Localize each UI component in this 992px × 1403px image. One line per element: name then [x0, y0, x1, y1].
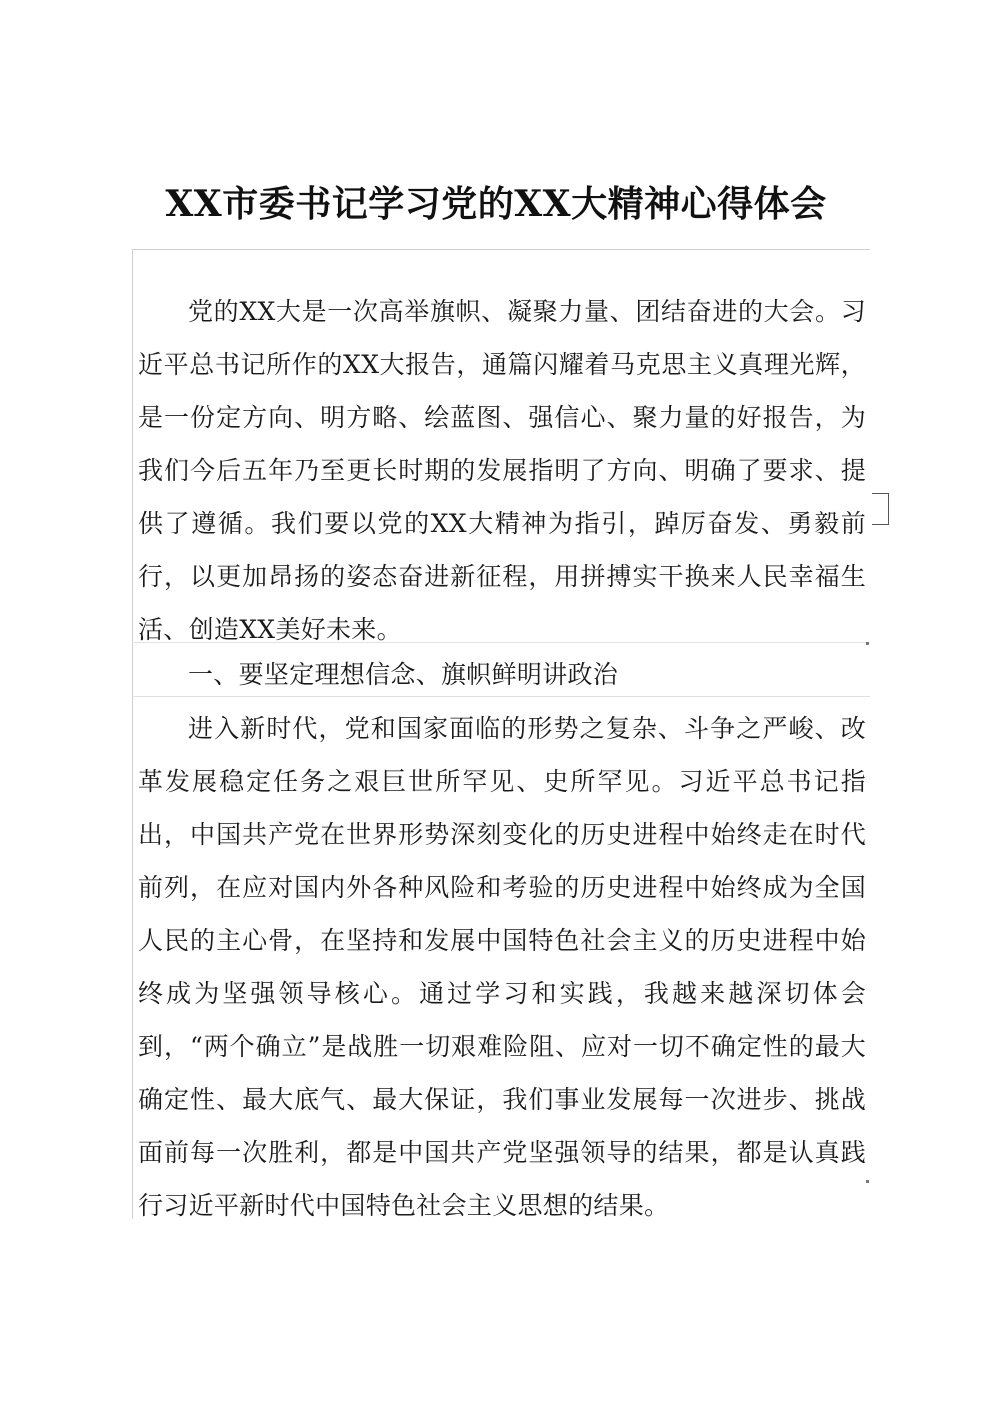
table-frame-left-border	[132, 249, 133, 1219]
section-body-paragraph: 进入新时代，党和国家面临的形势之复杂、斗争之严峻、改革发展稳定任务之艰巨世所罕见、史所罕见。习近平总书记指出，中国共产党在世界形势深刻变化的历史进程中始终走在时代前列，在应对国内外各种风险和考验的历史进程中始终成为全国人民的主心骨，在坚持和发展中国特色社会主义的历史进程中始终成为坚强领导核心。通过学习和实践，我越来越深切体会到，“两个确立”是战胜一切艰难险阻、应对一切不确定性的最大确定性、最大底气、最大保证，我们事业发展每一次进步、挑战面前每一次胜利，都是中国共产党坚强领导的结果，都是认真践行习近平新时代中国特色社会主义思想的结果。	[138, 714, 866, 1220]
document-title: XX市委书记学习党的XX大精神心得体会	[165, 183, 827, 225]
table-frame-top-border	[132, 249, 870, 250]
revision-bracket-mark	[872, 493, 889, 525]
section-heading: 一、要坚定理想信念、旗帜鲜明讲政治	[188, 660, 619, 689]
intro-paragraph: 党的XX大是一次高举旗帜、凝聚力量、团结奋进的大会。习近平总书记所作的XX大报告，通篇闪耀着马克思主义真理光辉，是一份定方向、明方略、绘蓝图、强信心、聚力量的好报告，为我们今后五年乃至更长时期的发展指明了方向、明确了要求、提供了遵循。我们要以党的XX大精神为指引，踔厉奋发、勇毅前行，以更加昂扬的姿态奋进新征程，用拼搏实干换来人民幸福生活、创造XX美好未来。	[138, 297, 866, 644]
corner-mark	[866, 1180, 869, 1183]
corner-mark	[866, 642, 869, 645]
